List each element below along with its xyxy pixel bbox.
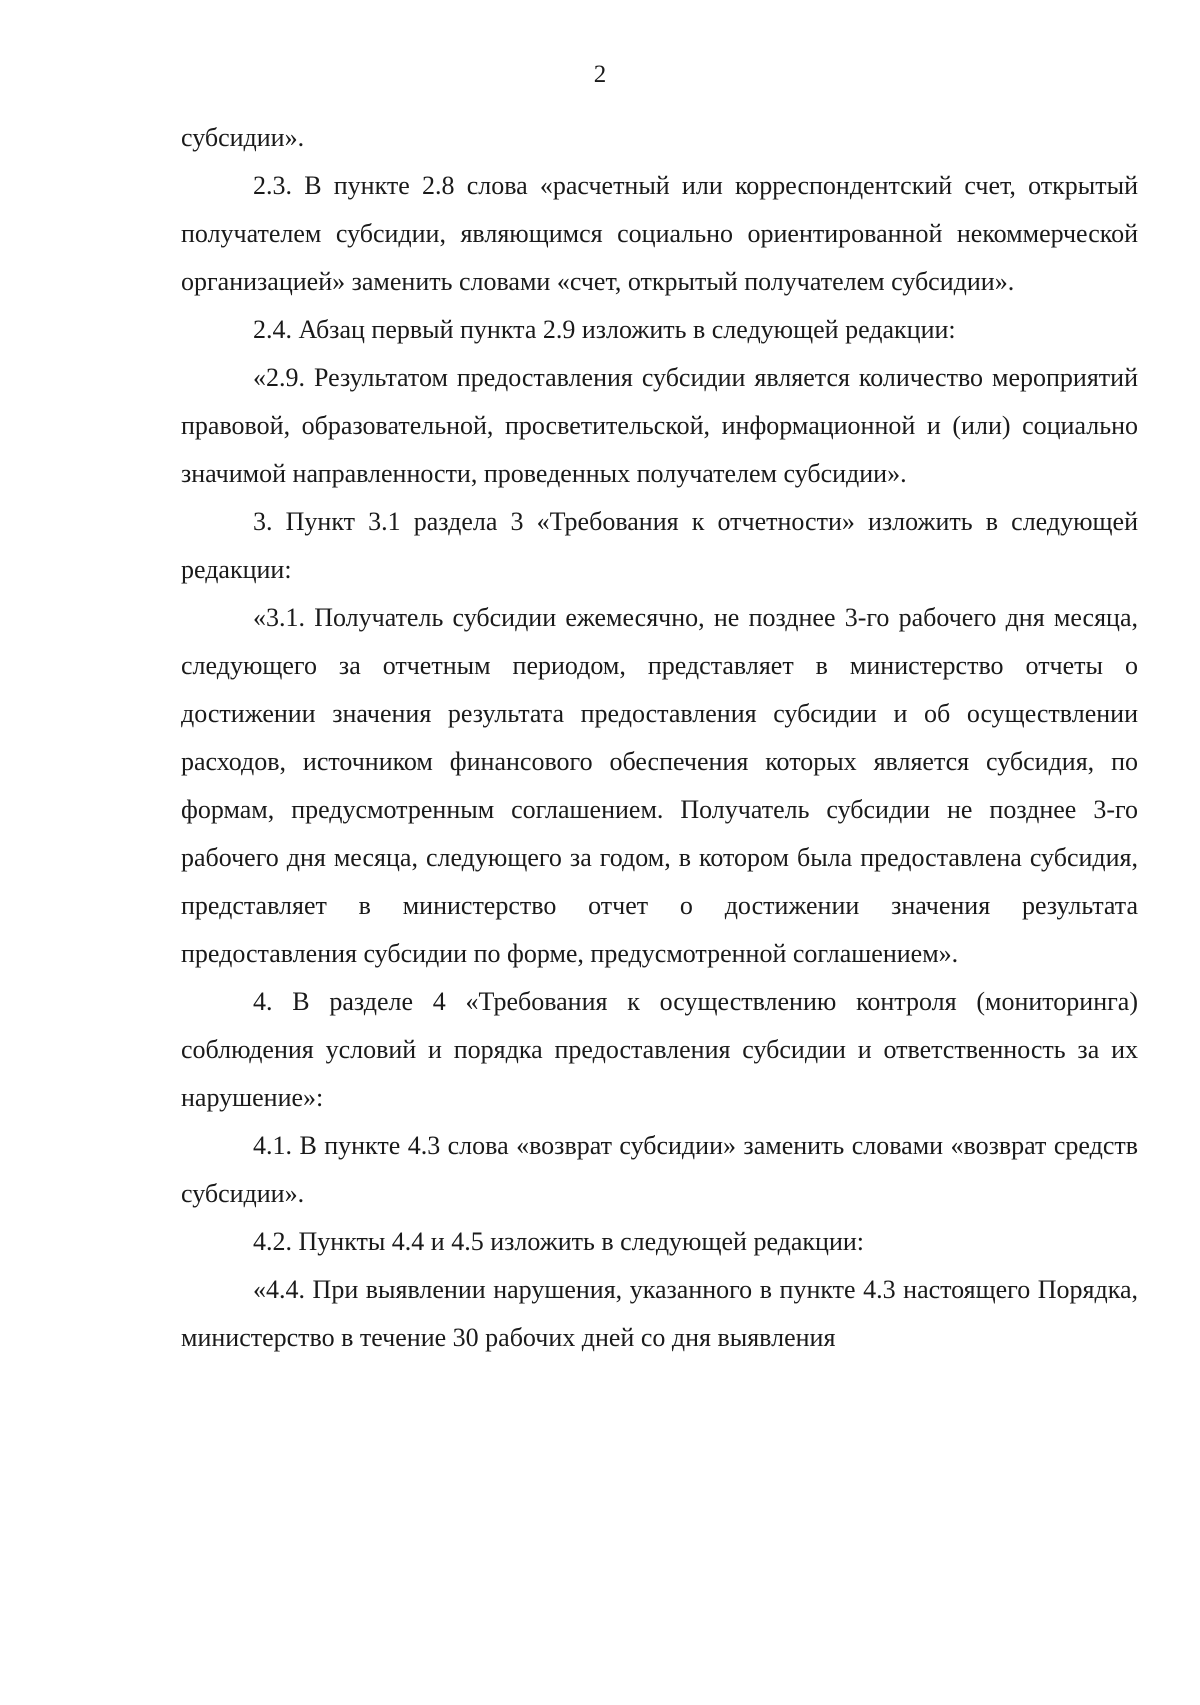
paragraph-2-9-quote: «2.9. Результатом предоставления субсидии является количество мероприятий правовой, образовательной, просветительской, информационной и (или) социально значимой направленности, проведенных получателем субсидии». bbox=[181, 363, 1138, 488]
paragraph-3-1-quote: «3.1. Получатель субсидии ежемесячно, не позднее 3-го рабочего дня месяца, следующего за отчетным периодом, представляет в министерство отчеты о достижении значения результата предоставления субсидии и об осуществлении расходов, источником финансового обеспечения которых является субсидия, по формам, предусмотренным соглашением. Получатель субсидии не позднее 3-го рабочего дня месяца, следующего за годом, в котором была предоставлена субсидия, представляет в министерство отчет о достижении значения результата предоставления субсидии по форме, предусмотренной соглашением». bbox=[181, 603, 1138, 968]
paragraph-4: 4. В разделе 4 «Требования к осуществлению контроля (мониторинга) соблюдения условий и порядка предоставления субсидии и ответственность за их нарушение»: bbox=[181, 987, 1138, 1112]
paragraph-4-2: 4.2. Пункты 4.4 и 4.5 изложить в следующей редакции: bbox=[253, 1227, 865, 1256]
paragraph-continuation: субсидии». bbox=[181, 123, 305, 152]
paragraph-2-3: 2.3. В пункте 2.8 слова «расчетный или корреспондентский счет, открытый получателем субсидии, являющимся социально ориентированной некоммерческой организацией» заменить словами «счет, открытый получателем субсидии». bbox=[181, 171, 1138, 296]
document-body bbox=[181, 114, 1138, 1362]
paragraph-4-4-quote: «4.4. При выявлении нарушения, указанного в пункте 4.3 настоящего Порядка, министерство в течение 30 рабочих дней со дня выявления bbox=[181, 1275, 1138, 1352]
paragraph-4-1: 4.1. В пункте 4.3 слова «возврат субсидии» заменить словами «возврат средств субсидии». bbox=[181, 1131, 1138, 1208]
page-number: 2 bbox=[593, 61, 607, 88]
paragraph-2-4: 2.4. Абзац первый пункта 2.9 изложить в следующей редакции: bbox=[253, 315, 956, 344]
paragraph-3: 3. Пункт 3.1 раздела 3 «Требования к отчетности» изложить в следующей редакции: bbox=[181, 507, 1138, 584]
